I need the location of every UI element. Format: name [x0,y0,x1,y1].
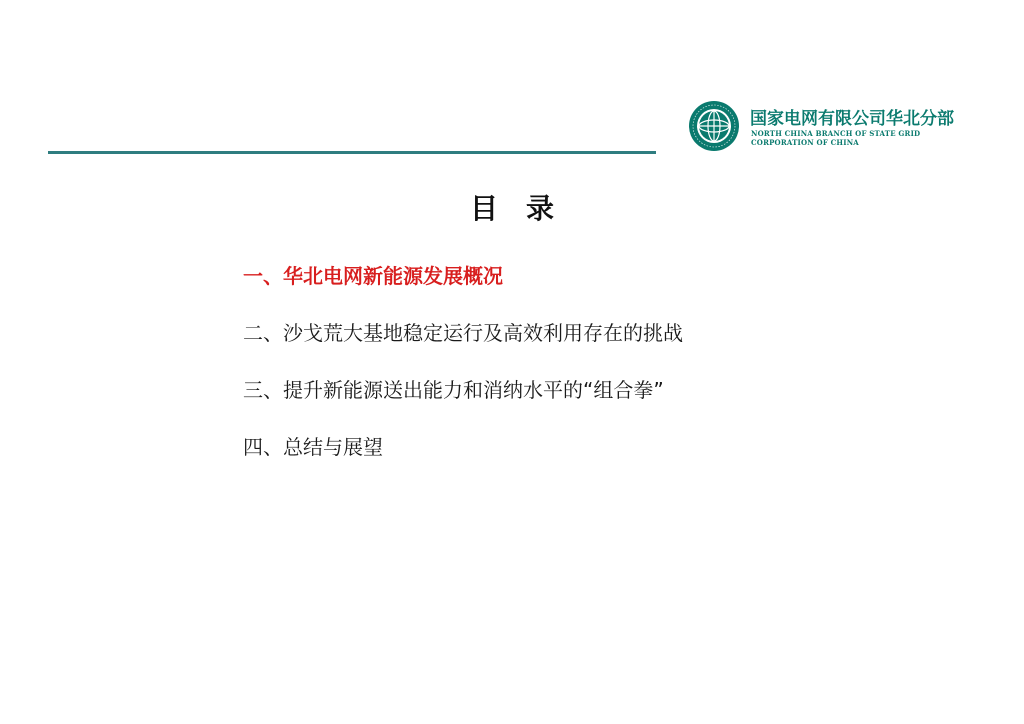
toc-item-2[interactable]: 二、沙戈荒大基地稳定运行及高效利用存在的挑战 [243,321,683,345]
table-of-contents [243,262,683,490]
page-title: 目 录 [469,192,554,225]
logo-company-name-en-line2: CORPORATION OF CHINA [751,138,859,147]
logo-company-name-en-line1: NORTH CHINA BRANCH OF STATE GRID [751,129,921,138]
toc-item-1[interactable]: 一、华北电网新能源发展概况 [243,264,503,288]
state-grid-emblem-icon [688,100,740,152]
logo-company-name-cn: 国家电网有限公司华北分部 [750,109,954,129]
company-logo [688,100,978,154]
toc-item-3[interactable]: 三、提升新能源送出能力和消纳水平的“组合拳” [243,378,664,402]
header-rule [48,151,656,154]
toc-item-4[interactable]: 四、总结与展望 [243,435,383,459]
